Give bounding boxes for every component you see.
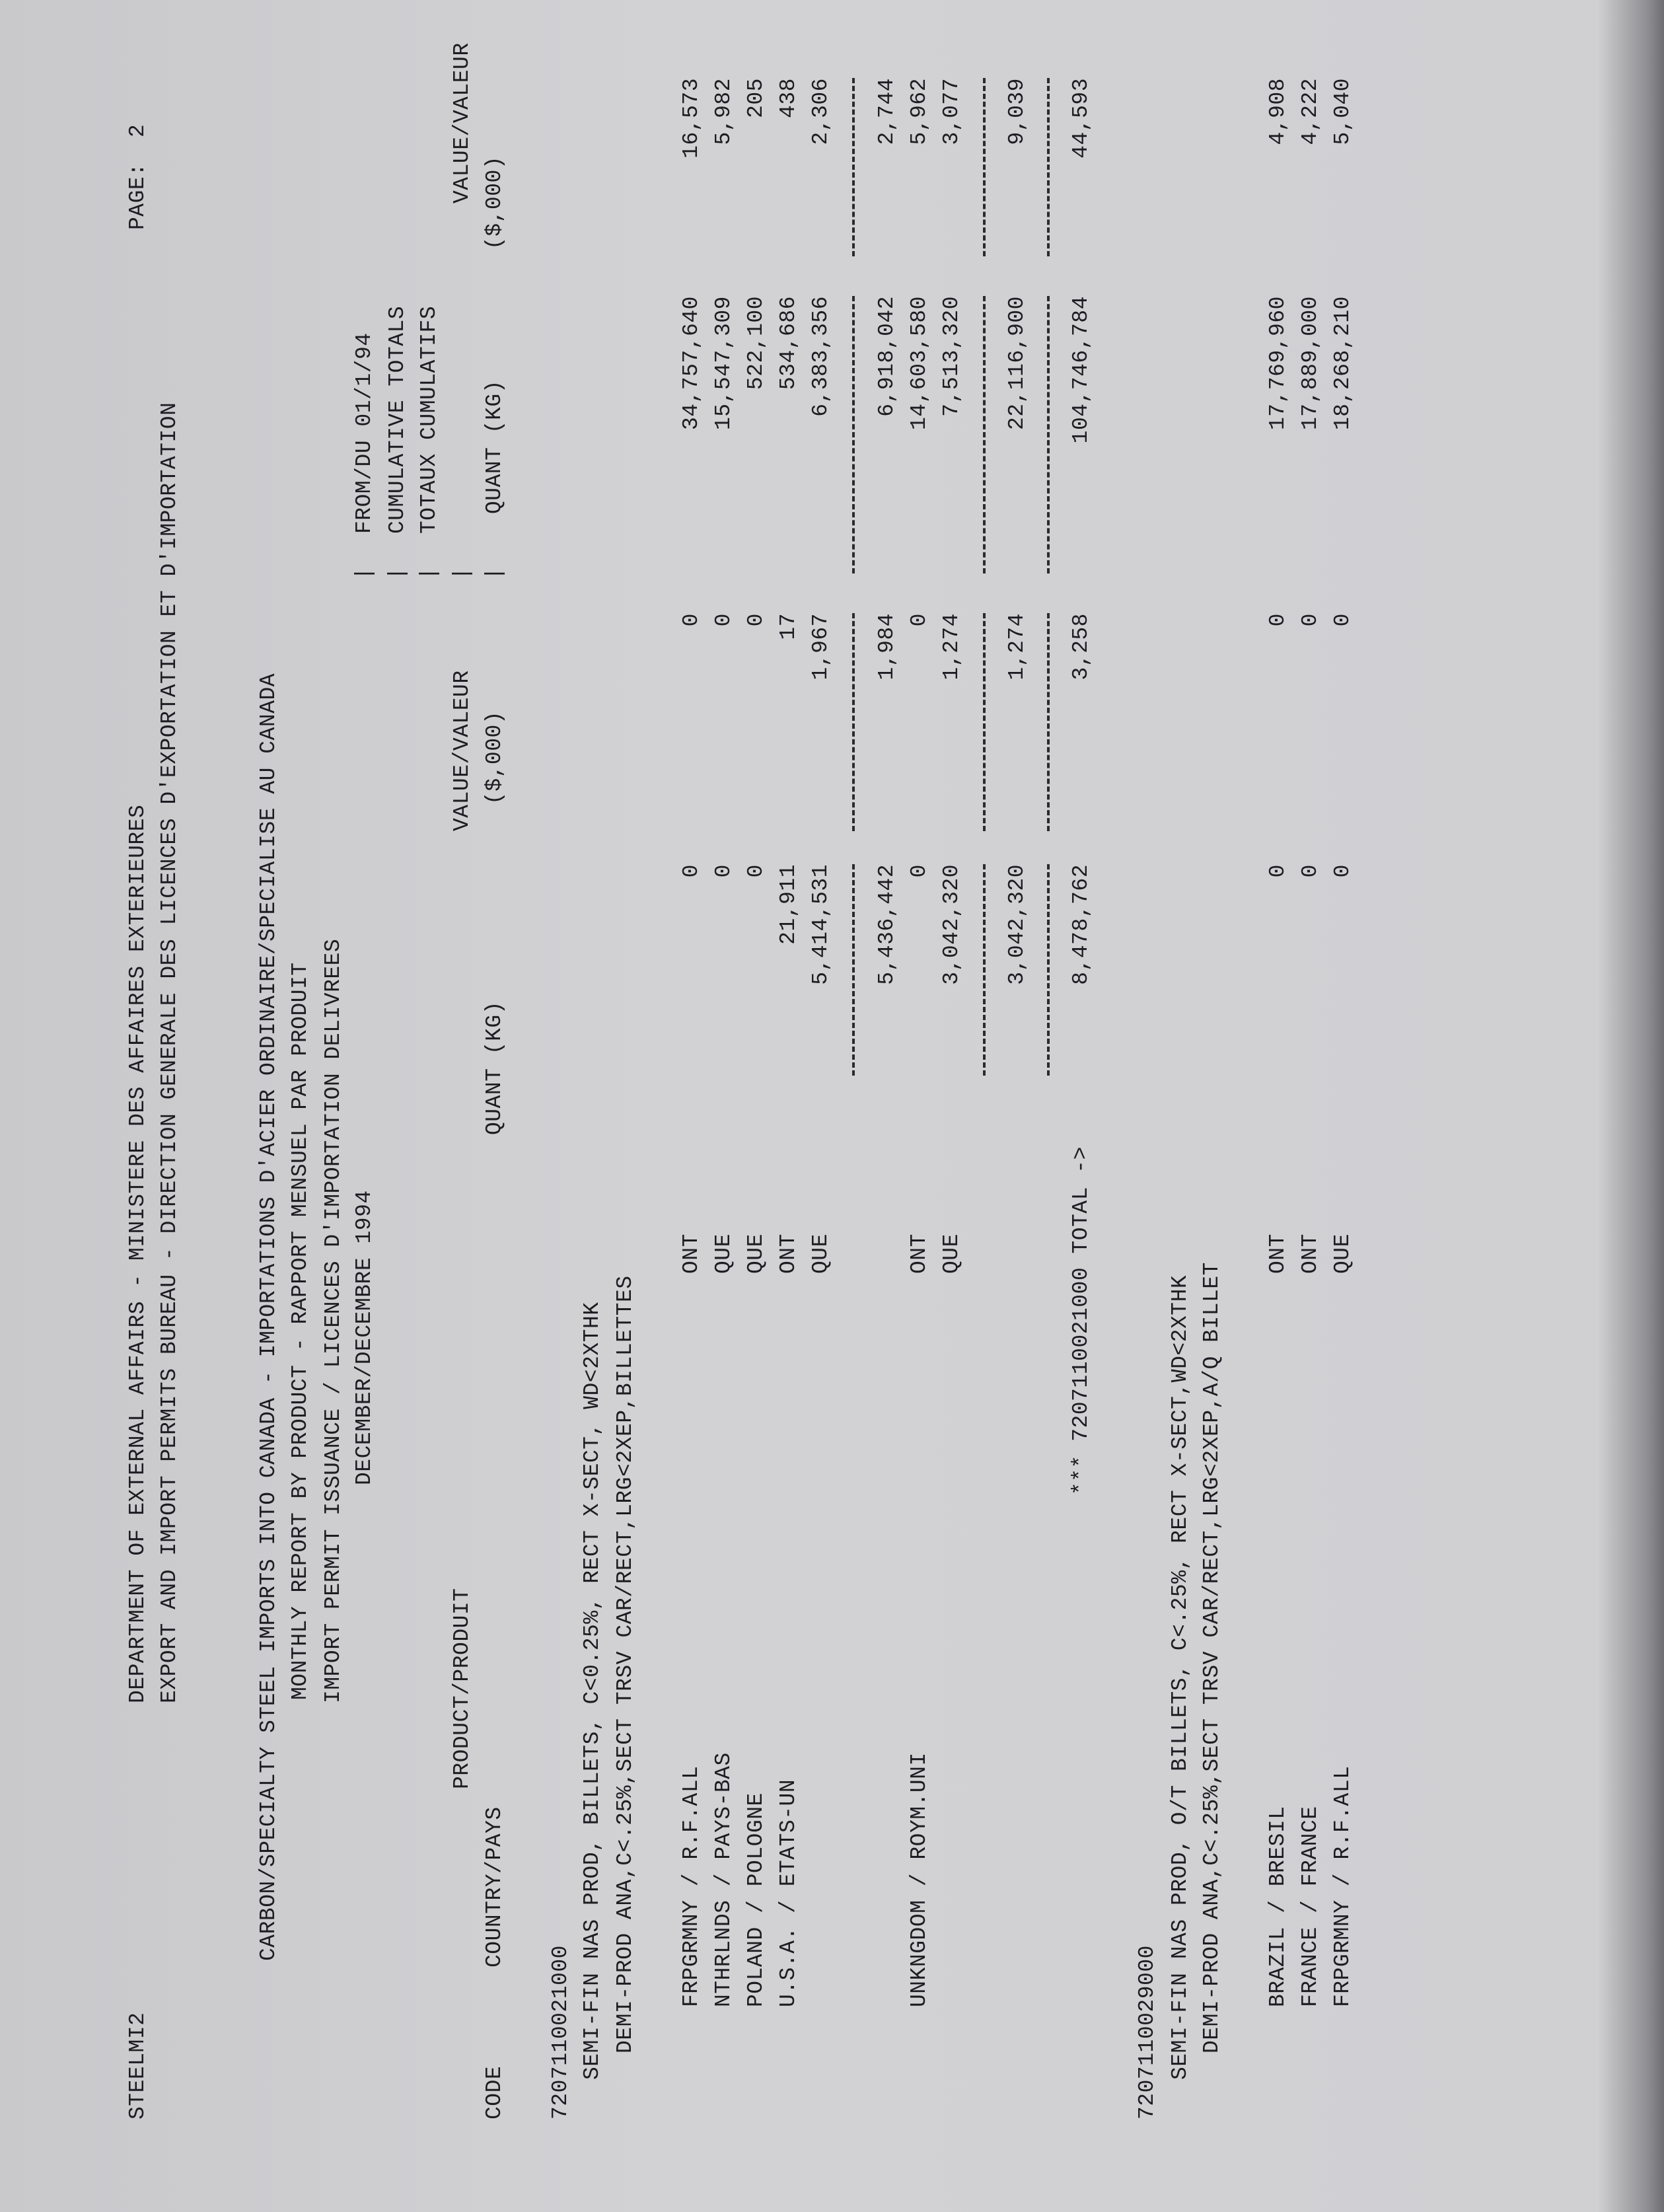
bar-3: | [417, 566, 441, 580]
separator [1047, 613, 1050, 831]
col-quant: QUANT (KG) [482, 1000, 507, 1135]
row-cum-quant: 7,513,320 [939, 296, 964, 417]
row-prov: ONT [776, 1234, 801, 1274]
subtotal-value: 1,984 [875, 613, 899, 681]
row-cum-quant: 17,769,960 [1266, 296, 1290, 431]
separator [1047, 296, 1050, 573]
row-prov: QUE [939, 1234, 964, 1274]
title-line-4: DECEMBER/DECEMBRE 1994 [352, 1190, 377, 1485]
subtotal-cum-value: 2,744 [875, 78, 899, 145]
bureau-line: EXPORT AND IMPORT PERMITS BUREAU - DIRECTION GENERALE DES LICENCES D'EXPORTATION ET D'IMPORTATION [157, 402, 182, 1703]
row-value: 1,967 [809, 613, 833, 681]
row-country: FRPGRMNY / R.F.ALL [1330, 1765, 1355, 2007]
section-2-desc-en: SEMI-FIN NAS PROD, O/T BILLETS, C<.25%, RECT X-SECT,WD<2XTHK [1168, 1274, 1192, 2080]
total-value: 3,258 [1069, 613, 1093, 681]
separator [852, 78, 855, 256]
subtotal-quant: 5,436,442 [875, 864, 899, 985]
cum-totals-en: CUMULATIVE TOTALS [385, 305, 410, 534]
row-prov: QUE [711, 1234, 736, 1274]
col-cum-value-top: VALUE/VALEUR [450, 42, 474, 203]
separator [852, 864, 855, 1076]
separator [1047, 78, 1050, 256]
row-country: U.S.A. / ETATS-UN [776, 1779, 801, 2007]
subtotal-cum-quant: 22,116,900 [1005, 296, 1029, 431]
col-country: COUNTRY/PAYS [482, 1806, 507, 1968]
row-country: NTHRLNDS / PAYS-BAS [711, 1752, 736, 2007]
separator [1047, 864, 1050, 1076]
row-quant: 0 [1266, 864, 1290, 878]
row-cum-value: 4,908 [1266, 78, 1290, 145]
row-prov: ONT [1298, 1234, 1322, 1274]
cum-from: FROM/DU 01/1/94 [352, 332, 377, 534]
separator [983, 296, 986, 573]
separator [983, 864, 986, 1076]
row-cum-quant: 34,757,640 [679, 296, 704, 431]
row-prov: ONT [907, 1234, 931, 1274]
row-cum-value: 2,306 [809, 78, 833, 145]
row-quant: 0 [711, 864, 736, 878]
col-cum-value-unit: ($,000) [482, 155, 507, 250]
row-value: 0 [744, 613, 768, 627]
row-prov: ONT [1266, 1234, 1290, 1274]
row-country: FRANCE / FRANCE [1298, 1806, 1322, 2007]
row-cum-quant: 6,383,356 [809, 296, 833, 417]
page-label: PAGE: [126, 163, 150, 230]
total-cum-quant: 104,746,784 [1069, 296, 1093, 444]
dept-line: DEPARTMENT OF EXTERNAL AFFAIRS - MINISTERE DES AFFAIRES EXTERIEURES [126, 804, 150, 1703]
row-prov: QUE [744, 1234, 768, 1274]
bar-2: | [385, 566, 410, 580]
row-quant: 0 [744, 864, 768, 878]
title-line-3: IMPORT PERMIT ISSUANCE / LICENCES D'IMPORTATION DELIVREES [321, 938, 345, 1703]
separator [852, 613, 855, 831]
row-cum-value: 205 [744, 78, 768, 118]
row-cum-value: 16,573 [679, 78, 704, 159]
row-cum-quant: 534,686 [776, 296, 801, 390]
row-value: 0 [1298, 613, 1322, 627]
total-quant: 8,478,762 [1069, 864, 1093, 985]
row-cum-quant: 522,100 [744, 296, 768, 390]
section-2-code: 7207110029000 [1135, 1945, 1159, 2120]
row-cum-quant: 14,603,580 [907, 296, 931, 431]
col-value-unit: ($,000) [482, 710, 507, 805]
col-code: CODE [482, 2065, 507, 2120]
row-cum-quant: 18,268,210 [1330, 296, 1355, 431]
row-cum-value: 5,962 [907, 78, 931, 145]
col-cum-quant: QUANT (KG) [482, 379, 507, 514]
row-country: POLAND / POLOGNE [744, 1792, 768, 2007]
bar-4: | [450, 566, 474, 580]
row-quant: 0 [679, 864, 704, 878]
row-prov: ONT [679, 1234, 704, 1274]
row-quant: 21,911 [776, 864, 801, 945]
bar-5: | [482, 566, 507, 580]
row-quant: 5,414,531 [809, 864, 833, 985]
row-cum-value: 3,077 [939, 78, 964, 145]
subtotal-value: 1,274 [1005, 613, 1029, 681]
cum-totals-fr: TOTAUX CUMULATIFS [417, 305, 441, 534]
row-country: UNKNGDOM / ROYM.UNI [907, 1752, 931, 2007]
title-line-1: CARBON/SPECIALTY STEEL IMPORTS INTO CANADA - IMPORTATIONS D'ACIER ORDINAIRE/SPECIALISE AU CANADA [256, 673, 281, 1961]
row-cum-value: 5,982 [711, 78, 736, 145]
section-1-code: 7207110021000 [548, 1945, 573, 2120]
total-label: *** 7207110021000 TOTAL -> [1069, 1146, 1093, 1495]
row-value: 1,274 [939, 613, 964, 681]
subtotal-cum-value: 9,039 [1005, 78, 1029, 145]
row-quant: 0 [1330, 864, 1355, 878]
section-2-desc-fr: DEMI-PROD ANA,C<.25%,SECT TRSV CAR/RECT,LRG<2XEP,A/Q BILLET [1200, 1262, 1224, 2053]
separator [852, 296, 855, 573]
row-value: 0 [1266, 613, 1290, 627]
row-value: 0 [679, 613, 704, 627]
total-cum-value: 44,593 [1069, 78, 1093, 159]
row-prov: QUE [1330, 1234, 1355, 1274]
row-quant: 0 [1298, 864, 1322, 878]
row-cum-value: 4,222 [1298, 78, 1322, 145]
row-quant: 0 [907, 864, 931, 878]
separator [983, 78, 986, 256]
row-value: 0 [1330, 613, 1355, 627]
page-number: 2 [126, 124, 150, 137]
row-cum-value: 438 [776, 78, 801, 118]
row-cum-quant: 15,547,309 [711, 296, 736, 431]
title-line-2: MONTHLY REPORT BY PRODUCT - RAPPORT MENSUEL PAR PRODUIT [288, 962, 312, 1700]
report-id: STEELMI2 [126, 2012, 150, 2120]
bar-1: | [352, 566, 377, 580]
row-value: 17 [776, 613, 801, 640]
separator [983, 613, 986, 831]
row-country: BRAZIL / BRESIL [1266, 1806, 1290, 2007]
section-1-desc-fr: DEMI-PROD ANA,C<.25%,SECT TRSV CAR/RECT,LRG<2XEP,BILLETTES [613, 1275, 637, 2053]
row-cum-value: 5,040 [1330, 78, 1355, 145]
row-value: 0 [907, 613, 931, 627]
subtotal-quant: 3,042,320 [1005, 864, 1029, 985]
subtotal-cum-quant: 6,918,042 [875, 296, 899, 417]
row-value: 0 [711, 613, 736, 627]
col-product: PRODUCT/PRODUIT [450, 1588, 474, 1789]
row-prov: QUE [809, 1234, 833, 1274]
row-cum-quant: 17,889,000 [1298, 296, 1322, 431]
row-quant: 3,042,320 [939, 864, 964, 985]
row-country: FRPGRMNY / R.F.ALL [679, 1765, 704, 2007]
col-value-top: VALUE/VALEUR [450, 670, 474, 831]
section-1-desc-en: SEMI-FIN NAS PROD, BILLETS, C<0.25%, RECT X-SECT, WD<2XTHK [580, 1302, 604, 2080]
